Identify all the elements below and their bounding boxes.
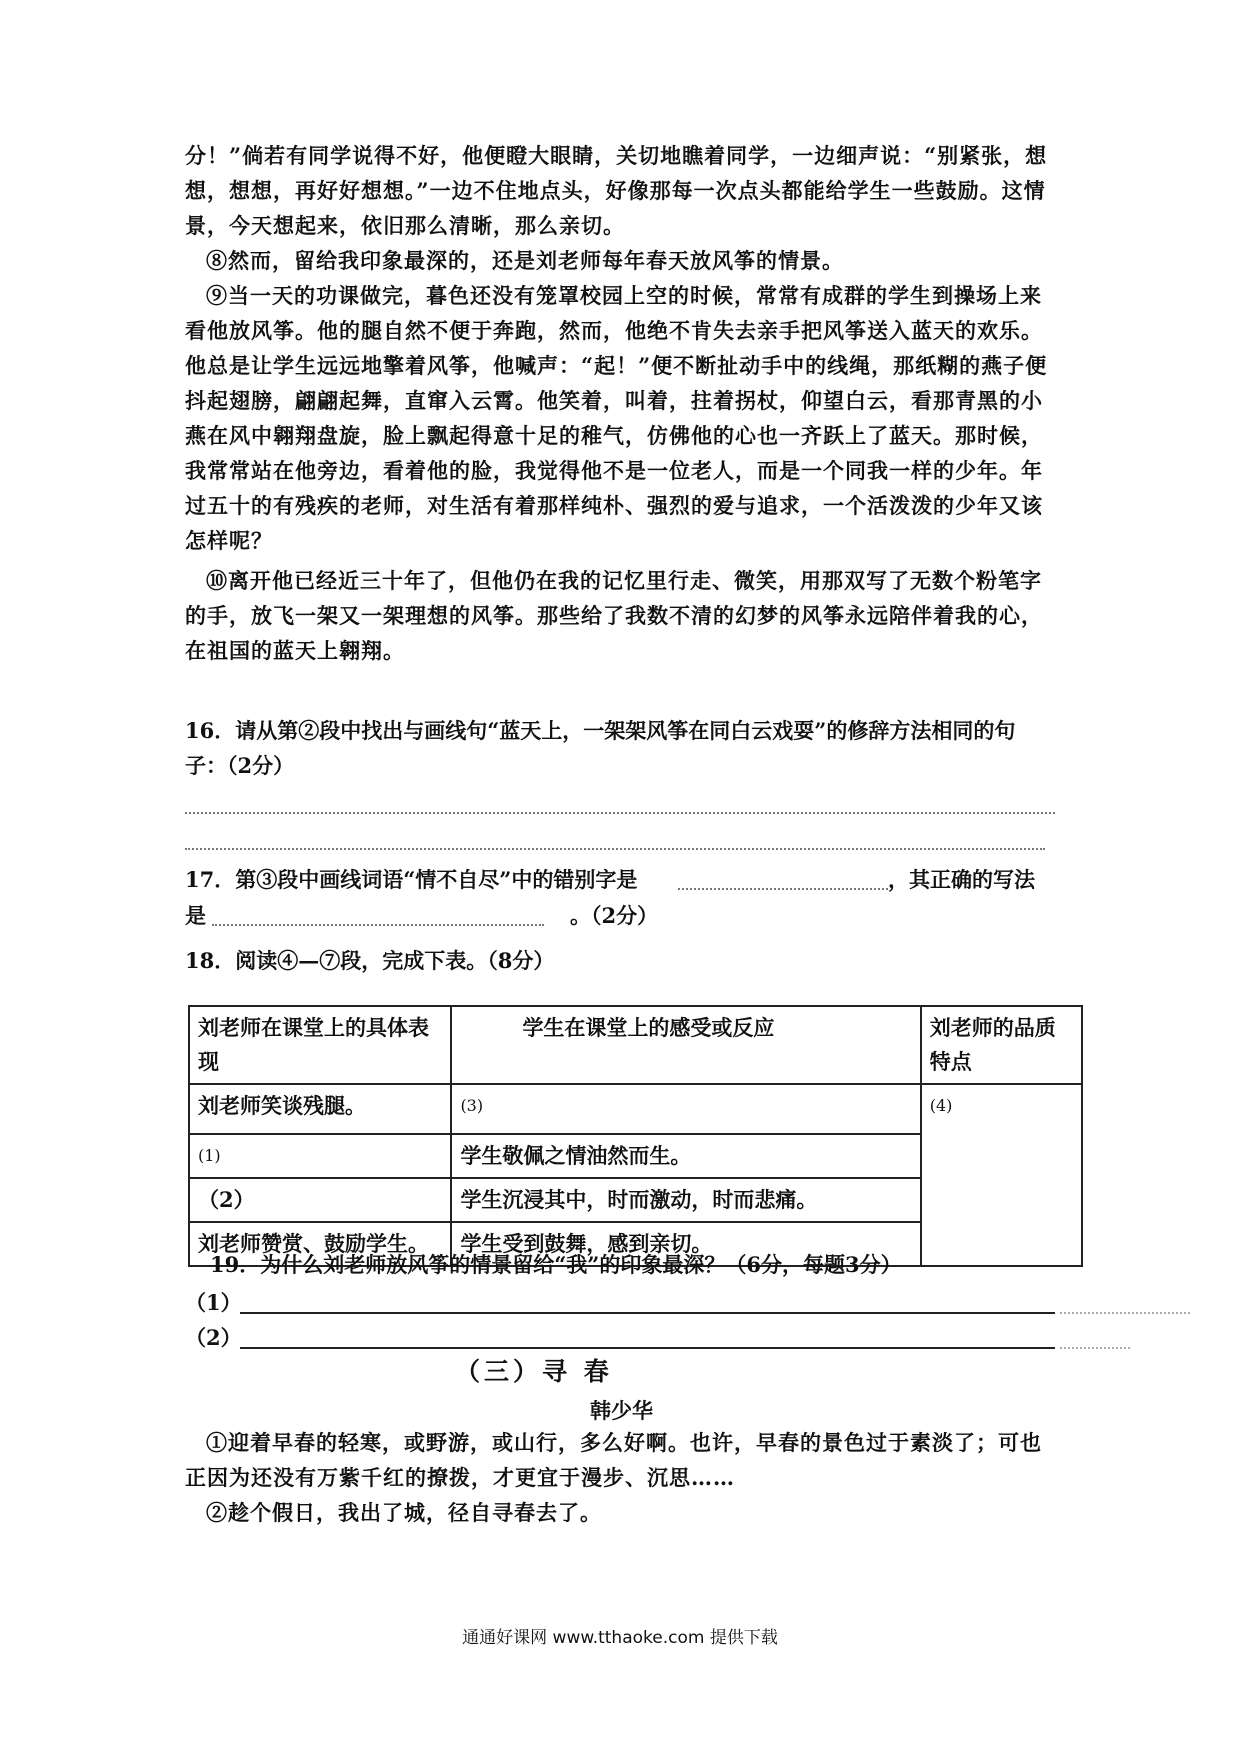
table-header-cell: 刘老师在课堂上的具体表现 [189, 1006, 451, 1084]
question-16: 16．请从第②段中找出与画线句“蓝天上，一架架风筝在同白云戏耍”的修辞方法相同的句子：（2分） [185, 718, 1016, 778]
question-18: 18．阅读④—⑦段，完成下表。（8分） [185, 948, 555, 973]
table-cell: 刘老师笑谈残腿。 [189, 1084, 451, 1134]
table-cell: 学生受到鼓舞，感到亲切。 [451, 1222, 920, 1266]
answer-line-19-1[interactable] [240, 1312, 1055, 1314]
answer-line-19-1-dotted [1060, 1312, 1190, 1314]
answer-table [188, 1005, 1083, 1267]
passage-line-continued: 分！”倘若有同学说得不好，他便瞪大眼睛，关切地瞧着同学，一边细声说：“别紧张，想想，想想，再好好想想。”一边不住地点头，好像那每一次点头都能给学生一些鼓励。这情景，今天想起来，依旧那么清晰，那么亲切。 [185, 143, 1048, 238]
question-17-part-c: 是 [185, 903, 206, 928]
answer-blank-17b[interactable] [212, 924, 544, 926]
section-3-paragraph-1: ①迎着早春的轻寒，或野游，或山行，多么好啊。也许，早春的景色过于素淡了；可也正因为还没有万紫千红的撩拨，才更宜于漫步、沉思…… [185, 1430, 1042, 1490]
paragraph-10: ⑩离开他已经近三十年了，但他仍在我的记忆里行走、微笑，用那双写了无数个粉笔字的手，放飞一架又一架理想的风筝。那些给了我数不清的幻梦的风筝永远陪伴着我的心，在祖国的蓝天上翱翔。 [185, 568, 1043, 663]
table-row [189, 1084, 1082, 1134]
question-19-label-1: （1） [185, 1290, 242, 1315]
answer-blank-17a[interactable] [678, 888, 888, 890]
answer-line-19-2-dotted [1060, 1347, 1130, 1349]
table-header-cell: 学生在课堂上的感受或反应 [451, 1006, 920, 1084]
table-cell: 学生敬佩之情油然而生。 [451, 1134, 920, 1178]
page-footer: 通通好课网 www.tthaoke.com 提供下载 [462, 1628, 778, 1648]
table-header-cell: 刘老师的品质特点 [921, 1006, 1082, 1084]
section-3-title: （三）寻 春 [455, 1357, 613, 1386]
table-cell: 学生沉浸其中，时而激动，时而悲痛。 [451, 1178, 920, 1222]
section-3-paragraph-2: ②趁个假日，我出了城，径自寻春去了。 [206, 1500, 602, 1525]
table-cell-blank[interactable]: (3) [451, 1084, 920, 1134]
answer-line-16a[interactable] [185, 812, 1055, 814]
paragraph-8: ⑧然而，留给我印象最深的，还是刘老师每年春天放风筝的情景。 [206, 248, 844, 273]
table-header-row [189, 1006, 1082, 1084]
answer-line-19-2[interactable] [240, 1347, 1055, 1349]
question-19: 19．为什么刘老师放风筝的情景留给“我”的印象最深？（6分，每题3分） [210, 1252, 902, 1277]
paragraph-9: ⑨当一天的功课做完，暮色还没有笼罩校园上空的时候，常常有成群的学生到操场上来看他放风筝。他的腿自然不便于奔跑，然而，他绝不肯失去亲手把风筝送入蓝天的欢乐。他总是让学生远远地擎着风筝，他喊声：“起！”便不断扯动手中的线绳，那纸糊的燕子便抖起翅膀，翩翩起舞，直窜入云霄。他笑着，叫着，拄着拐杖，仰望白云，看那青黑的小燕在风中翱翔盘旋，脸上飘起得意十足的稚气，仿佛他的心也一齐跃上了蓝天。那时候，我常常站在他旁边，看着他的脸，我觉得他不是一位老人，而是一个同我一样的少年。年过五十的有残疾的老师，对生活有着那样纯朴、强烈的爱与追求，一个活泼泼的少年又该怎样呢？ [185, 283, 1048, 553]
section-3-author: 韩少华 [590, 1398, 653, 1423]
answer-line-16b[interactable] [185, 848, 1045, 850]
question-19-label-2: （2） [185, 1325, 242, 1350]
question-17-part-a: 17．第③段中画线词语“情不自尽”中的错别字是 [185, 867, 638, 892]
table-cell-blank[interactable]: (1) [189, 1134, 451, 1178]
question-17-part-b: ，其正确的写法 [888, 867, 1035, 892]
table-cell-blank[interactable]: （2） [189, 1178, 451, 1222]
table-cell: 刘老师赞赏、鼓励学生。 [189, 1222, 451, 1266]
table-cell-blank[interactable]: (4) [921, 1084, 1082, 1266]
question-17-part-d: 。（2分） [570, 903, 659, 928]
